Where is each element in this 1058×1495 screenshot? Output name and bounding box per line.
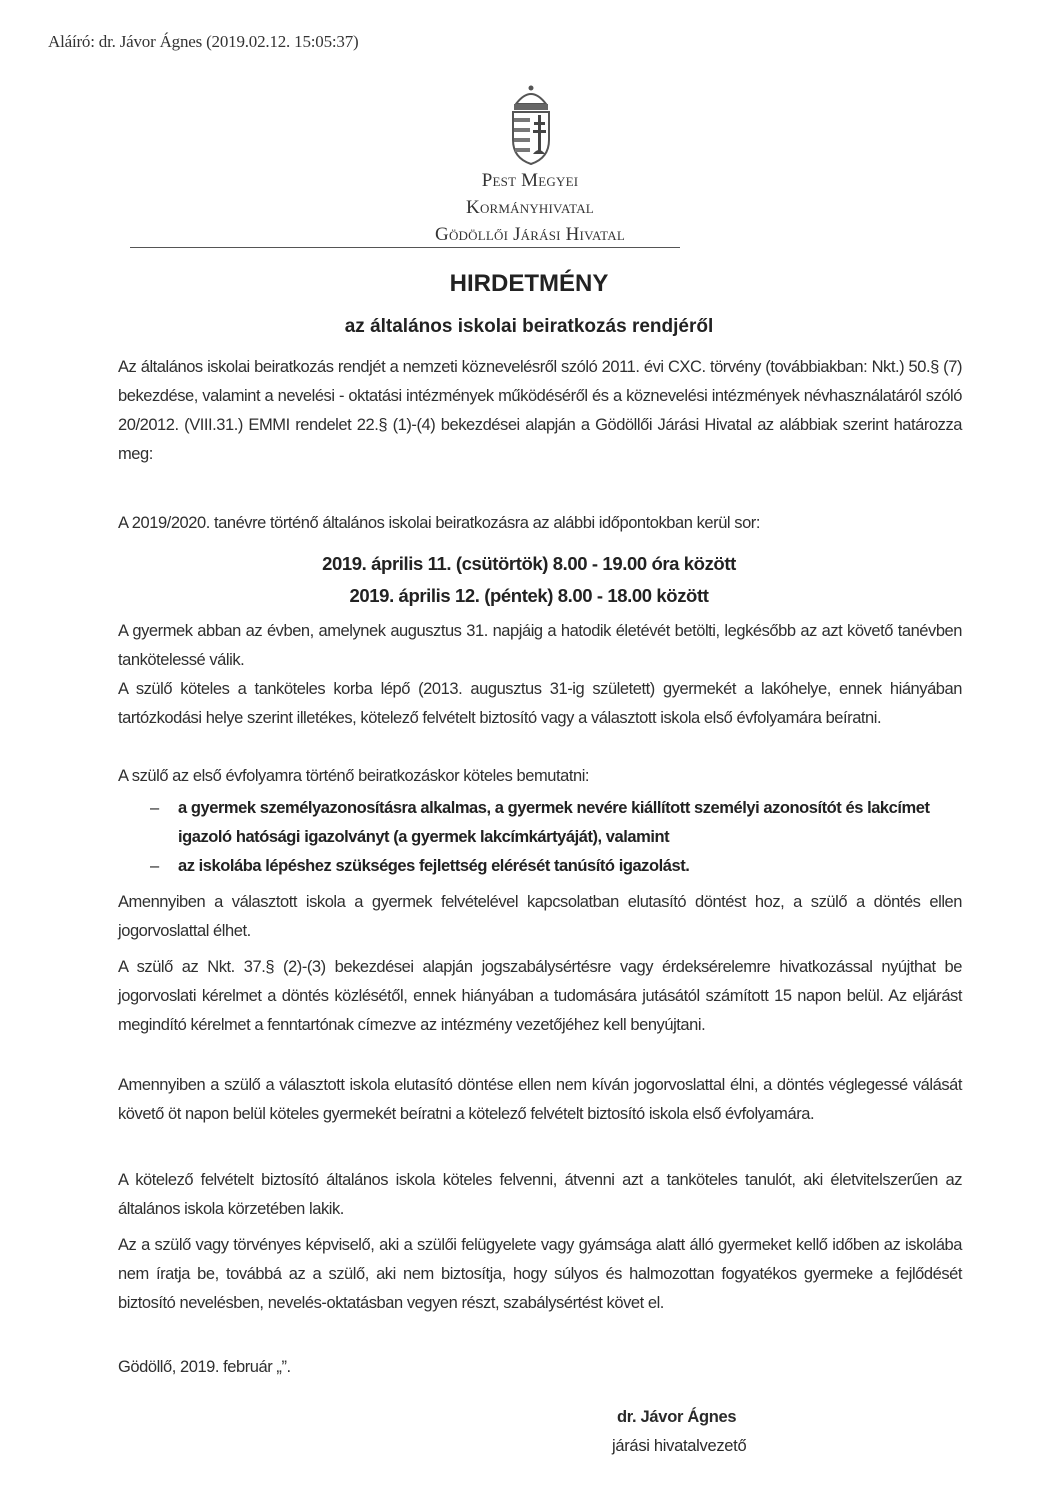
schedule-intro: A 2019/2020. tanévre történő általános iskolai beiratkozásra az alábbi időpontokban kerül sor: bbox=[118, 514, 760, 532]
office-line-government-office: Kormányhivatal bbox=[466, 197, 594, 218]
place-and-date: Gödöllő, 2019. február „”. bbox=[118, 1358, 291, 1376]
bullet-dash: – bbox=[150, 799, 159, 817]
coat-of-arms-icon bbox=[508, 82, 554, 166]
document-title: HIRDETMÉNY bbox=[449, 270, 609, 297]
office-line-county: Pest Megyei bbox=[481, 170, 579, 191]
paragraph-no-appeal: Amennyiben a szülő a választott iskola elutasító döntése ellen nem kíván jogorvoslattal élni, a döntés véglegessé válását követő öt napon belül köteles gyermekét beíratni a kötelező felvételt biztosító iskola első évfolyamára. bbox=[118, 1076, 962, 1123]
bullet-dash: – bbox=[150, 857, 159, 875]
enrollment-date-1: 2019. április 11. (csütörtök) 8.00 - 19.00 óra között bbox=[322, 553, 736, 574]
intro-paragraph: Az általános iskolai beiratkozás rendjét a nemzeti köznevelésről szóló 2011. évi CXC. törvény (továbbiakban: Nkt.) 50.§ (7) bekezdése, valamint a nevelési - oktatási intézmények működéséről és a köznevelési intézmények névhasználatáról szóló 20/2012. (VIII.31.) EMMI rendelet 22.§ (1)-(4) bekezdései alapján a Gödöllői Járási Hivatal az alábbiak szerint határozza meg: bbox=[118, 358, 962, 463]
header-divider bbox=[130, 247, 680, 248]
list-item-text: a gyermek személyazonosításra alkalmas, a gyermek nevére kiállított személyi azonosítót és lakcímet igazoló hatósági igazolványt (a gyermek lakcímkártyáját), valamint bbox=[178, 799, 930, 846]
electronic-signer-line: Aláíró: dr. Jávor Ágnes (2019.02.12. 15:05:37) bbox=[48, 32, 359, 51]
list-item-text: az iskolába lépéshez szükséges fejlettség elérését tanúsító igazolást. bbox=[178, 857, 690, 875]
signatory-role: járási hivatalvezető bbox=[612, 1437, 747, 1455]
office-line-district-office: Gödöllői Járási Hivatal bbox=[435, 224, 625, 245]
signatory-name: dr. Jávor Ágnes bbox=[617, 1408, 737, 1426]
paragraph-mandatory-admission: A kötelező felvételt biztosító általános iskola köteles felvenni, átvenni azt a tanköteles tanulót, aki életvitelszerűen az általános iskola körzetében lakik. bbox=[118, 1171, 962, 1218]
paragraph-offence: Az a szülő vagy törvényes képviselő, aki a szülői felügyelete vagy gyámsága alatt álló gyermeket kellő időben az iskolába nem íratja be, továbbá az a szülő, aki nem biztosítja, hogy súlyos és halmozottan fogyatékos gyermeke a fejlődését biztosító nevelésben, nevelés-oktatásban vegyen részt, szabálysértést követ el. bbox=[118, 1236, 962, 1312]
document-subtitle: az általános iskolai beiratkozás rendjéről bbox=[344, 316, 714, 337]
list-item bbox=[150, 794, 950, 852]
enrollment-date-2: 2019. április 12. (péntek) 8.00 - 18.00 között bbox=[349, 585, 709, 606]
paragraph-documents-intro: A szülő az első évfolyamra történő beiratkozáskor köteles bemutatni: bbox=[118, 767, 590, 785]
paragraph-legal-remedy: A szülő az Nkt. 37.§ (2)-(3) bekezdései alapján jogszabálysértésre vagy érdeksérelemre hivatkozással nyújthat be jogorvoslati kérelmet a döntés közlésétől, ennek hiányában a tudomására jutásától számított 15 napon belül. Az eljárást megindító kérelmet a fenntartónak címezve az intézmény vezetőjéhez kell benyújtani. bbox=[118, 958, 962, 1034]
paragraph-compulsory-age: A gyermek abban az évben, amelynek augusztus 31. napjáig a hatodik életévét betölti, legkésőbb az azt követő tanévben tankötelessé válik. bbox=[118, 622, 962, 669]
paragraph-parent-obligation: A szülő köteles a tanköteles korba lépő (2013. augusztus 31-ig született) gyermekét a lakóhelye, ennek hiányában tartózkodási helye szerint illetékes, kötelező felvételt biztosító vagy a választott iskola első évfolyamára beíratni. bbox=[118, 680, 962, 727]
list-item bbox=[150, 852, 950, 881]
paragraph-rejection: Amennyiben a választott iskola a gyermek felvételével kapcsolatban elutasító döntést hoz, a szülő a döntés ellen jogorvoslattal élhet. bbox=[118, 893, 962, 940]
